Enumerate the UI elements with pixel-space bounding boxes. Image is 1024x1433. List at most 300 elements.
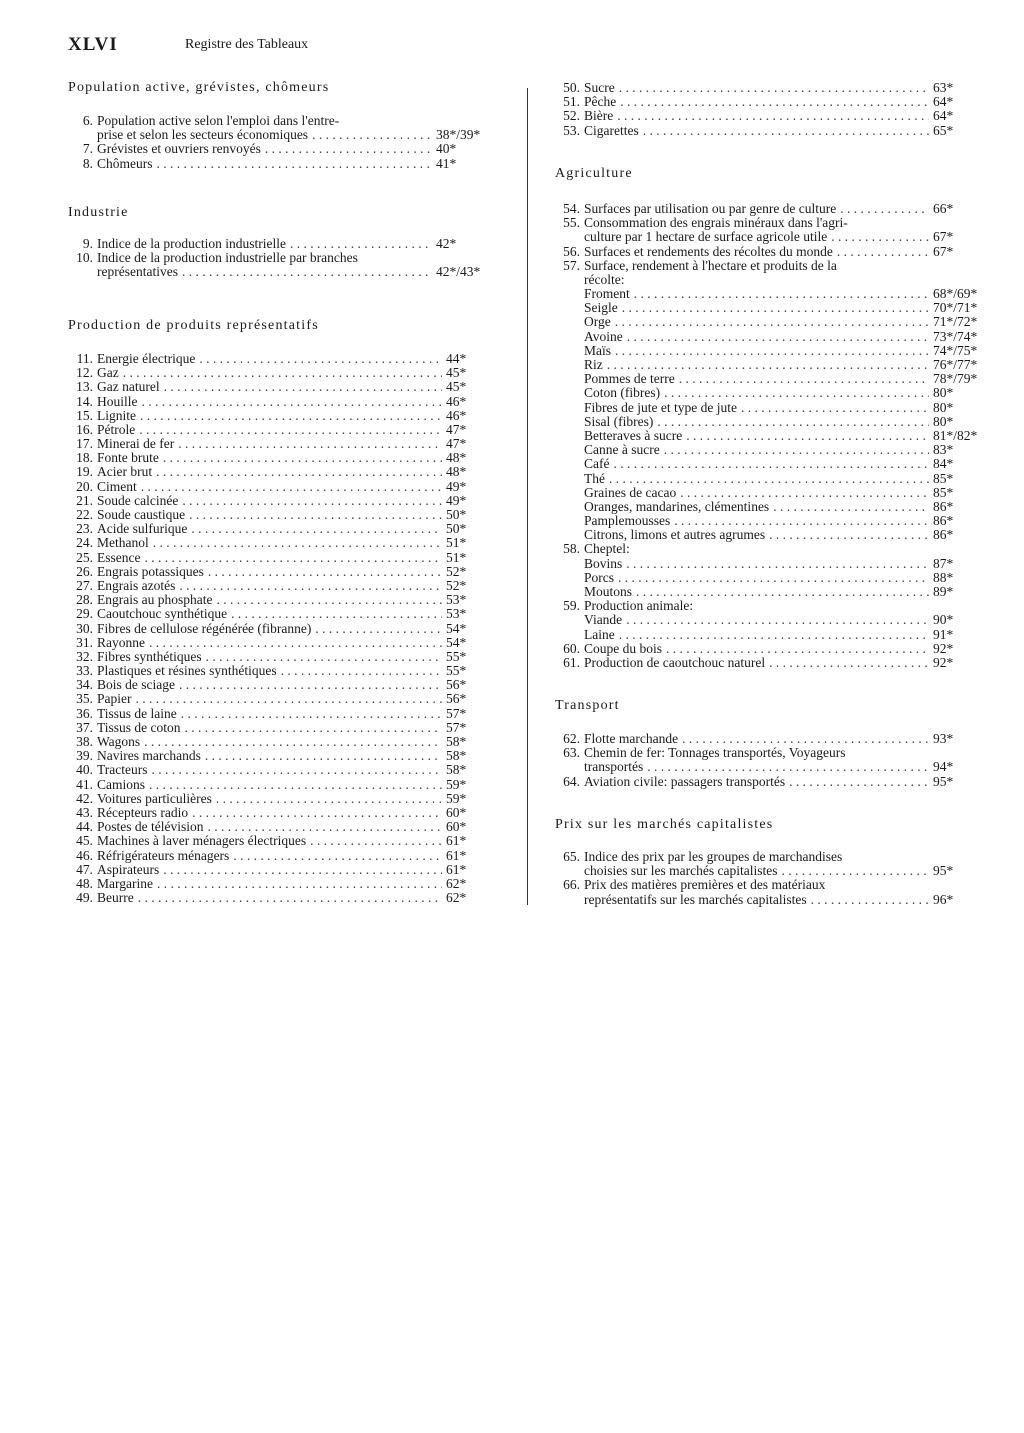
- entry-label: Gaz naturel: [97, 379, 160, 395]
- entry-number: 19.: [76, 464, 93, 480]
- entry-page: 61*: [446, 847, 467, 863]
- dot-leader: [811, 893, 929, 907]
- toc-entry-line: [68, 636, 498, 650]
- entry-label: Aviation civile: passagers transportés: [584, 773, 786, 789]
- entry-label: Oranges, mandarines, clémentines: [584, 498, 770, 514]
- toc-entry-line: [68, 820, 498, 834]
- entry-page: 67*: [933, 229, 954, 245]
- entry-page: 81*/82*: [933, 427, 978, 443]
- entry-page: 66*: [933, 200, 954, 216]
- entry-page: 52*: [446, 563, 467, 579]
- dot-leader: [206, 650, 442, 664]
- entry-label: Indice des prix par les groupes de marchandises: [584, 848, 843, 864]
- entry-number: 30.: [76, 620, 93, 636]
- toc-entry-line: [68, 366, 498, 380]
- entry-label: Population active selon l'emploi dans l'entre-: [97, 112, 340, 128]
- toc-entry-line: [555, 457, 985, 471]
- dot-leader: [837, 245, 929, 259]
- entry-label: Tissus de coton: [97, 719, 181, 735]
- entry-number: 22.: [76, 507, 93, 523]
- entry-label: Machines à laver ménagers électriques: [97, 833, 307, 849]
- dot-leader: [178, 437, 442, 451]
- entry-number: 28.: [76, 592, 93, 608]
- toc-entry-line: [555, 628, 985, 642]
- entry-label: Navires marchands: [97, 748, 201, 764]
- entry-page: 49*: [446, 492, 467, 508]
- dot-leader: [609, 472, 929, 486]
- toc-entry-line: [68, 565, 498, 579]
- entry-label: Minerai de fer: [97, 436, 175, 452]
- entry-label: Tissus de laine: [97, 705, 177, 721]
- dot-leader: [679, 372, 929, 386]
- entry-page: 64*: [933, 108, 954, 124]
- entry-page: 84*: [933, 456, 954, 472]
- entry-label: Coton (fibres): [584, 385, 661, 401]
- entry-number: 8.: [82, 155, 93, 171]
- toc-entry-line: [68, 735, 498, 749]
- entry-number: 35.: [76, 691, 93, 707]
- dot-leader: [617, 109, 929, 123]
- entry-page: 57*: [446, 719, 467, 735]
- entry-label: Bière: [584, 108, 614, 124]
- dot-leader: [620, 95, 929, 109]
- dot-leader: [840, 202, 929, 216]
- dot-leader: [781, 864, 929, 878]
- dot-leader: [680, 486, 929, 500]
- dot-leader: [182, 494, 442, 508]
- toc-entry-line: [555, 613, 985, 627]
- entry-label: Lignite: [97, 407, 136, 423]
- dot-leader: [674, 514, 929, 528]
- toc-entry-line: [555, 386, 985, 400]
- dot-leader: [199, 352, 442, 366]
- dot-leader: [139, 423, 442, 437]
- toc-entry-line: [68, 423, 498, 437]
- dot-leader: [627, 330, 929, 344]
- entry-page: 49*: [446, 478, 467, 494]
- toc-entry-line: [555, 287, 985, 301]
- toc-entry-line: [555, 202, 985, 216]
- dot-leader: [643, 124, 929, 138]
- entry-number: 47.: [76, 861, 93, 877]
- entry-label: Essence: [97, 549, 141, 565]
- entry-page: 59*: [446, 776, 467, 792]
- entry-label: Surfaces par utilisation ou par genre de culture: [584, 200, 837, 216]
- entry-page: 42*/43*: [436, 264, 481, 280]
- entry-page: 48*: [446, 450, 467, 466]
- toc-entry-line: [555, 330, 985, 344]
- dot-leader: [157, 877, 442, 891]
- entry-label: Grévistes et ouvriers renvoyés: [97, 141, 261, 157]
- dot-leader: [216, 792, 442, 806]
- toc-entry-line: [68, 395, 498, 409]
- dot-leader: [216, 593, 442, 607]
- toc-entry-line: [68, 142, 498, 156]
- toc-entry-line: [68, 749, 498, 763]
- entry-page: 56*: [446, 691, 467, 707]
- entry-number: 43.: [76, 804, 93, 820]
- entry-label: Récepteurs radio: [97, 804, 189, 820]
- entry-label: Rayonne: [97, 634, 145, 650]
- toc-entry-line: [555, 599, 985, 613]
- entry-label: Pêche: [584, 94, 617, 110]
- toc-entry-line: [68, 834, 498, 848]
- dot-leader: [664, 443, 929, 457]
- entry-label: Froment: [584, 286, 630, 302]
- toc-entry-line: [555, 273, 985, 287]
- section-heading: Population active, grévistes, chômeurs: [68, 80, 330, 95]
- dot-leader: [265, 142, 432, 156]
- entry-label: Plastiques et résines synthétiques: [97, 663, 277, 679]
- dot-leader: [144, 551, 442, 565]
- entry-page: 58*: [446, 734, 467, 750]
- entry-label: Pétrole: [97, 421, 136, 437]
- entry-page: 95*: [933, 863, 954, 879]
- entry-page: 64*: [933, 94, 954, 110]
- dot-leader: [741, 401, 929, 415]
- entry-label: Sisal (fibres): [584, 413, 654, 429]
- entry-label: Indice de la production industrielle: [97, 235, 286, 251]
- dot-leader: [686, 429, 929, 443]
- entry-page: 55*: [446, 648, 467, 664]
- entry-label: Graines de cacao: [584, 484, 677, 500]
- dot-leader: [615, 344, 929, 358]
- dot-leader: [619, 628, 929, 642]
- toc-entry-line: [68, 437, 498, 451]
- entry-label: prise et selon les secteurs économiques: [97, 127, 309, 143]
- toc-entry-line: [68, 863, 498, 877]
- dot-leader: [615, 315, 929, 329]
- toc-entry-line: [555, 850, 985, 864]
- dot-leader: [666, 642, 929, 656]
- dot-leader: [163, 451, 442, 465]
- entry-number: 54.: [563, 200, 580, 216]
- dot-leader: [769, 656, 929, 670]
- toc-entry-line: [555, 775, 985, 789]
- entry-label: Riz: [584, 357, 603, 373]
- toc-entry-line: [68, 778, 498, 792]
- dot-leader: [152, 763, 443, 777]
- dot-leader: [613, 457, 929, 471]
- toc-entry-line: [555, 245, 985, 259]
- entry-number: 25.: [76, 549, 93, 565]
- toc-entry-line: [68, 480, 498, 494]
- toc-entry-line: [555, 500, 985, 514]
- toc-entry-line: [555, 656, 985, 670]
- dot-leader: [136, 692, 443, 706]
- entry-number: 6.: [82, 112, 93, 128]
- entry-number: 48.: [76, 875, 93, 891]
- entry-label: Papier: [97, 691, 132, 707]
- entry-list: [555, 81, 985, 138]
- entry-number: 42.: [76, 790, 93, 806]
- section-heading: Transport: [555, 698, 620, 713]
- entry-page: 80*: [933, 399, 954, 415]
- dot-leader: [664, 386, 929, 400]
- entry-label: Caoutchouc synthétique: [97, 606, 228, 622]
- entry-label: Cheptel:: [584, 541, 630, 557]
- section-heading: Agriculture: [555, 166, 633, 181]
- entry-number: 31.: [76, 634, 93, 650]
- entry-page: 92*: [933, 640, 954, 656]
- toc-entry-line: [68, 622, 498, 636]
- toc-entry-line: [555, 760, 985, 774]
- toc-entry-line: [555, 109, 985, 123]
- page-number: XLVI: [68, 34, 118, 55]
- entry-label: choisies sur les marchés capitalistes: [584, 863, 778, 879]
- toc-entry-line: [68, 664, 498, 678]
- toc-entry-line: [68, 522, 498, 536]
- entry-label: Chômeurs: [97, 155, 153, 171]
- column-divider: [527, 88, 528, 905]
- entry-number: 27.: [76, 577, 93, 593]
- entry-number: 63.: [563, 745, 580, 761]
- dot-leader: [185, 721, 442, 735]
- entry-label: Methanol: [97, 535, 149, 551]
- entry-page: 62*: [446, 890, 467, 906]
- entry-page: 57*: [446, 705, 467, 721]
- dot-leader: [192, 806, 442, 820]
- entry-label: Fibres de cellulose régénérée (fibranne): [97, 620, 312, 636]
- entry-page: 94*: [933, 759, 954, 775]
- toc-entry-line: [555, 259, 985, 273]
- dot-leader: [140, 409, 442, 423]
- toc-entry-line: [555, 401, 985, 415]
- entry-page: 58*: [446, 748, 467, 764]
- toc-entry-line: [68, 849, 498, 863]
- dot-leader: [626, 557, 929, 571]
- toc-entry-line: [555, 124, 985, 138]
- entry-label: Bois de sciage: [97, 677, 175, 693]
- entry-page: 55*: [446, 663, 467, 679]
- entry-number: 53.: [563, 122, 580, 138]
- toc-entry-line: [555, 864, 985, 878]
- toc-entry-line: [68, 536, 498, 550]
- entry-page: 51*: [446, 535, 467, 551]
- entry-page: 96*: [933, 891, 954, 907]
- entry-label: Thé: [584, 470, 605, 486]
- toc-entry-line: [68, 650, 498, 664]
- entry-label: Viande: [584, 612, 623, 628]
- entry-label: Sucre: [584, 79, 615, 95]
- toc-entry-line: [68, 579, 498, 593]
- toc-entry-line: [555, 429, 985, 443]
- toc-entry-line: [555, 746, 985, 760]
- dot-leader: [179, 579, 442, 593]
- entry-label: Ciment: [97, 478, 137, 494]
- toc-entry-line: [555, 415, 985, 429]
- dot-leader: [149, 636, 442, 650]
- toc-entry-line: [68, 380, 498, 394]
- entry-page: 60*: [446, 804, 467, 820]
- entry-list: [555, 732, 985, 789]
- entry-label: Bovins: [584, 555, 623, 571]
- entry-label: Avoine: [584, 328, 623, 344]
- entry-page: 45*: [446, 365, 467, 381]
- toc-entry-line: [68, 157, 498, 171]
- toc-entry-line: [68, 721, 498, 735]
- entry-label: Beurre: [97, 890, 134, 906]
- dot-leader: [626, 613, 929, 627]
- entry-label: Flotte marchande: [584, 730, 679, 746]
- entry-label: culture par 1 hectare de surface agricole utile: [584, 229, 828, 245]
- entry-number: 33.: [76, 663, 93, 679]
- entry-label: Production animale:: [584, 598, 694, 614]
- entry-label: Fonte brute: [97, 450, 159, 466]
- entry-label: Production de caoutchouc naturel: [584, 654, 766, 670]
- toc-entry-line: [68, 494, 498, 508]
- entry-page: 59*: [446, 790, 467, 806]
- entry-page: 80*: [933, 413, 954, 429]
- entry-page: 62*: [446, 875, 467, 891]
- dot-leader: [181, 707, 442, 721]
- entry-number: 55.: [563, 215, 580, 231]
- dot-leader: [182, 265, 432, 279]
- toc-entry-line: [555, 230, 985, 244]
- dot-leader: [233, 849, 442, 863]
- entry-number: 16.: [76, 421, 93, 437]
- toc-entry-line: [555, 893, 985, 907]
- entry-label: Canne à sucre: [584, 442, 660, 458]
- entry-number: 66.: [563, 877, 580, 893]
- entry-list: [68, 352, 498, 905]
- entry-label: Fibres synthétiques: [97, 648, 202, 664]
- entry-number: 62.: [563, 730, 580, 746]
- entry-page: 85*: [933, 484, 954, 500]
- dot-leader: [657, 415, 929, 429]
- entry-label: Orge: [584, 314, 611, 330]
- entry-page: 46*: [446, 393, 467, 409]
- dot-leader: [142, 395, 443, 409]
- entry-label: transportés: [584, 759, 644, 775]
- entry-label: Café: [584, 456, 610, 472]
- entry-number: 39.: [76, 748, 93, 764]
- entry-page: 74*/75*: [933, 342, 978, 358]
- entry-list: [555, 202, 985, 670]
- entry-label: Betteraves à sucre: [584, 427, 683, 443]
- entry-number: 10.: [76, 250, 93, 266]
- entry-number: 14.: [76, 393, 93, 409]
- toc-entry-line: [68, 891, 498, 905]
- toc-entry-line: [68, 508, 498, 522]
- entry-page: 80*: [933, 385, 954, 401]
- entry-page: 93*: [933, 730, 954, 746]
- entry-number: 18.: [76, 450, 93, 466]
- entry-page: 86*: [933, 527, 954, 543]
- entry-label: Gaz: [97, 365, 119, 381]
- entry-page: 70*/71*: [933, 300, 978, 316]
- entry-page: 83*: [933, 442, 954, 458]
- dot-leader: [149, 778, 442, 792]
- dot-leader: [619, 81, 929, 95]
- entry-label: Pamplemousses: [584, 513, 671, 529]
- entry-label: Acier brut: [97, 464, 153, 480]
- entry-label: récolte:: [584, 271, 625, 287]
- entry-page: 53*: [446, 592, 467, 608]
- entry-label: Cigarettes: [584, 122, 639, 138]
- entry-page: 78*/79*: [933, 371, 978, 387]
- dot-leader: [636, 585, 929, 599]
- entry-list: [68, 237, 498, 280]
- toc-entry-line: [555, 514, 985, 528]
- toc-entry-line: [68, 806, 498, 820]
- toc-entry-line: [555, 571, 985, 585]
- toc-entry-line: [68, 251, 498, 265]
- toc-entry-line: [555, 472, 985, 486]
- toc-entry-line: [68, 792, 498, 806]
- entry-page: 67*: [933, 243, 954, 259]
- entry-number: 49.: [76, 890, 93, 906]
- dot-leader: [157, 157, 433, 171]
- toc-entry-line: [555, 585, 985, 599]
- entry-page: 48*: [446, 464, 467, 480]
- toc-entry-line: [68, 114, 498, 128]
- entry-page: 56*: [446, 677, 467, 693]
- entry-number: 57.: [563, 257, 580, 273]
- toc-entry-line: [68, 128, 498, 142]
- entry-number: 59.: [563, 598, 580, 614]
- entry-page: 61*: [446, 833, 467, 849]
- entry-label: Tracteurs: [97, 762, 148, 778]
- entry-page: 91*: [933, 626, 954, 642]
- entry-page: 54*: [446, 620, 467, 636]
- entry-label: Maïs: [584, 342, 611, 358]
- toc-entry-line: [555, 316, 985, 330]
- entry-label: Soude calcinée: [97, 492, 179, 508]
- entry-page: 51*: [446, 549, 467, 565]
- toc-entry-line: [68, 707, 498, 721]
- entry-label: Pommes de terre: [584, 371, 675, 387]
- entry-page: 90*: [933, 612, 954, 628]
- toc-entry-line: [555, 557, 985, 571]
- dot-leader: [769, 528, 929, 542]
- entry-number: 52.: [563, 108, 580, 124]
- entry-page: 87*: [933, 555, 954, 571]
- entry-label: Engrais au phosphate: [97, 592, 213, 608]
- toc-entry-line: [555, 344, 985, 358]
- entry-page: 52*: [446, 577, 467, 593]
- entry-page: 92*: [933, 654, 954, 670]
- dot-leader: [153, 536, 442, 550]
- dot-leader: [607, 358, 929, 372]
- toc-entry-line: [555, 443, 985, 457]
- toc-entry-line: [68, 409, 498, 423]
- entry-number: 17.: [76, 436, 93, 452]
- dot-leader: [634, 287, 929, 301]
- entry-page: 54*: [446, 634, 467, 650]
- dot-leader: [281, 664, 442, 678]
- entry-page: 86*: [933, 498, 954, 514]
- entry-page: 60*: [446, 819, 467, 835]
- entry-page: 38*/39*: [436, 127, 481, 143]
- entry-label: Wagons: [97, 734, 141, 750]
- entry-number: 11.: [76, 350, 93, 366]
- entry-label: Energie électrique: [97, 350, 196, 366]
- dot-leader: [156, 465, 442, 479]
- entry-list: [555, 850, 985, 907]
- entry-page: 42*: [436, 235, 457, 251]
- entry-label: Surfaces et rendements des récoltes du monde: [584, 243, 833, 259]
- entry-number: 12.: [76, 365, 93, 381]
- entry-label: Consommation des engrais minéraux dans l'agri-: [584, 215, 848, 231]
- toc-entry-line: [555, 642, 985, 656]
- entry-number: 24.: [76, 535, 93, 551]
- entry-number: 61.: [563, 654, 580, 670]
- entry-label: Réfrigérateurs ménagers: [97, 847, 230, 863]
- entry-number: 29.: [76, 606, 93, 622]
- entry-page: 63*: [933, 79, 954, 95]
- entry-number: 26.: [76, 563, 93, 579]
